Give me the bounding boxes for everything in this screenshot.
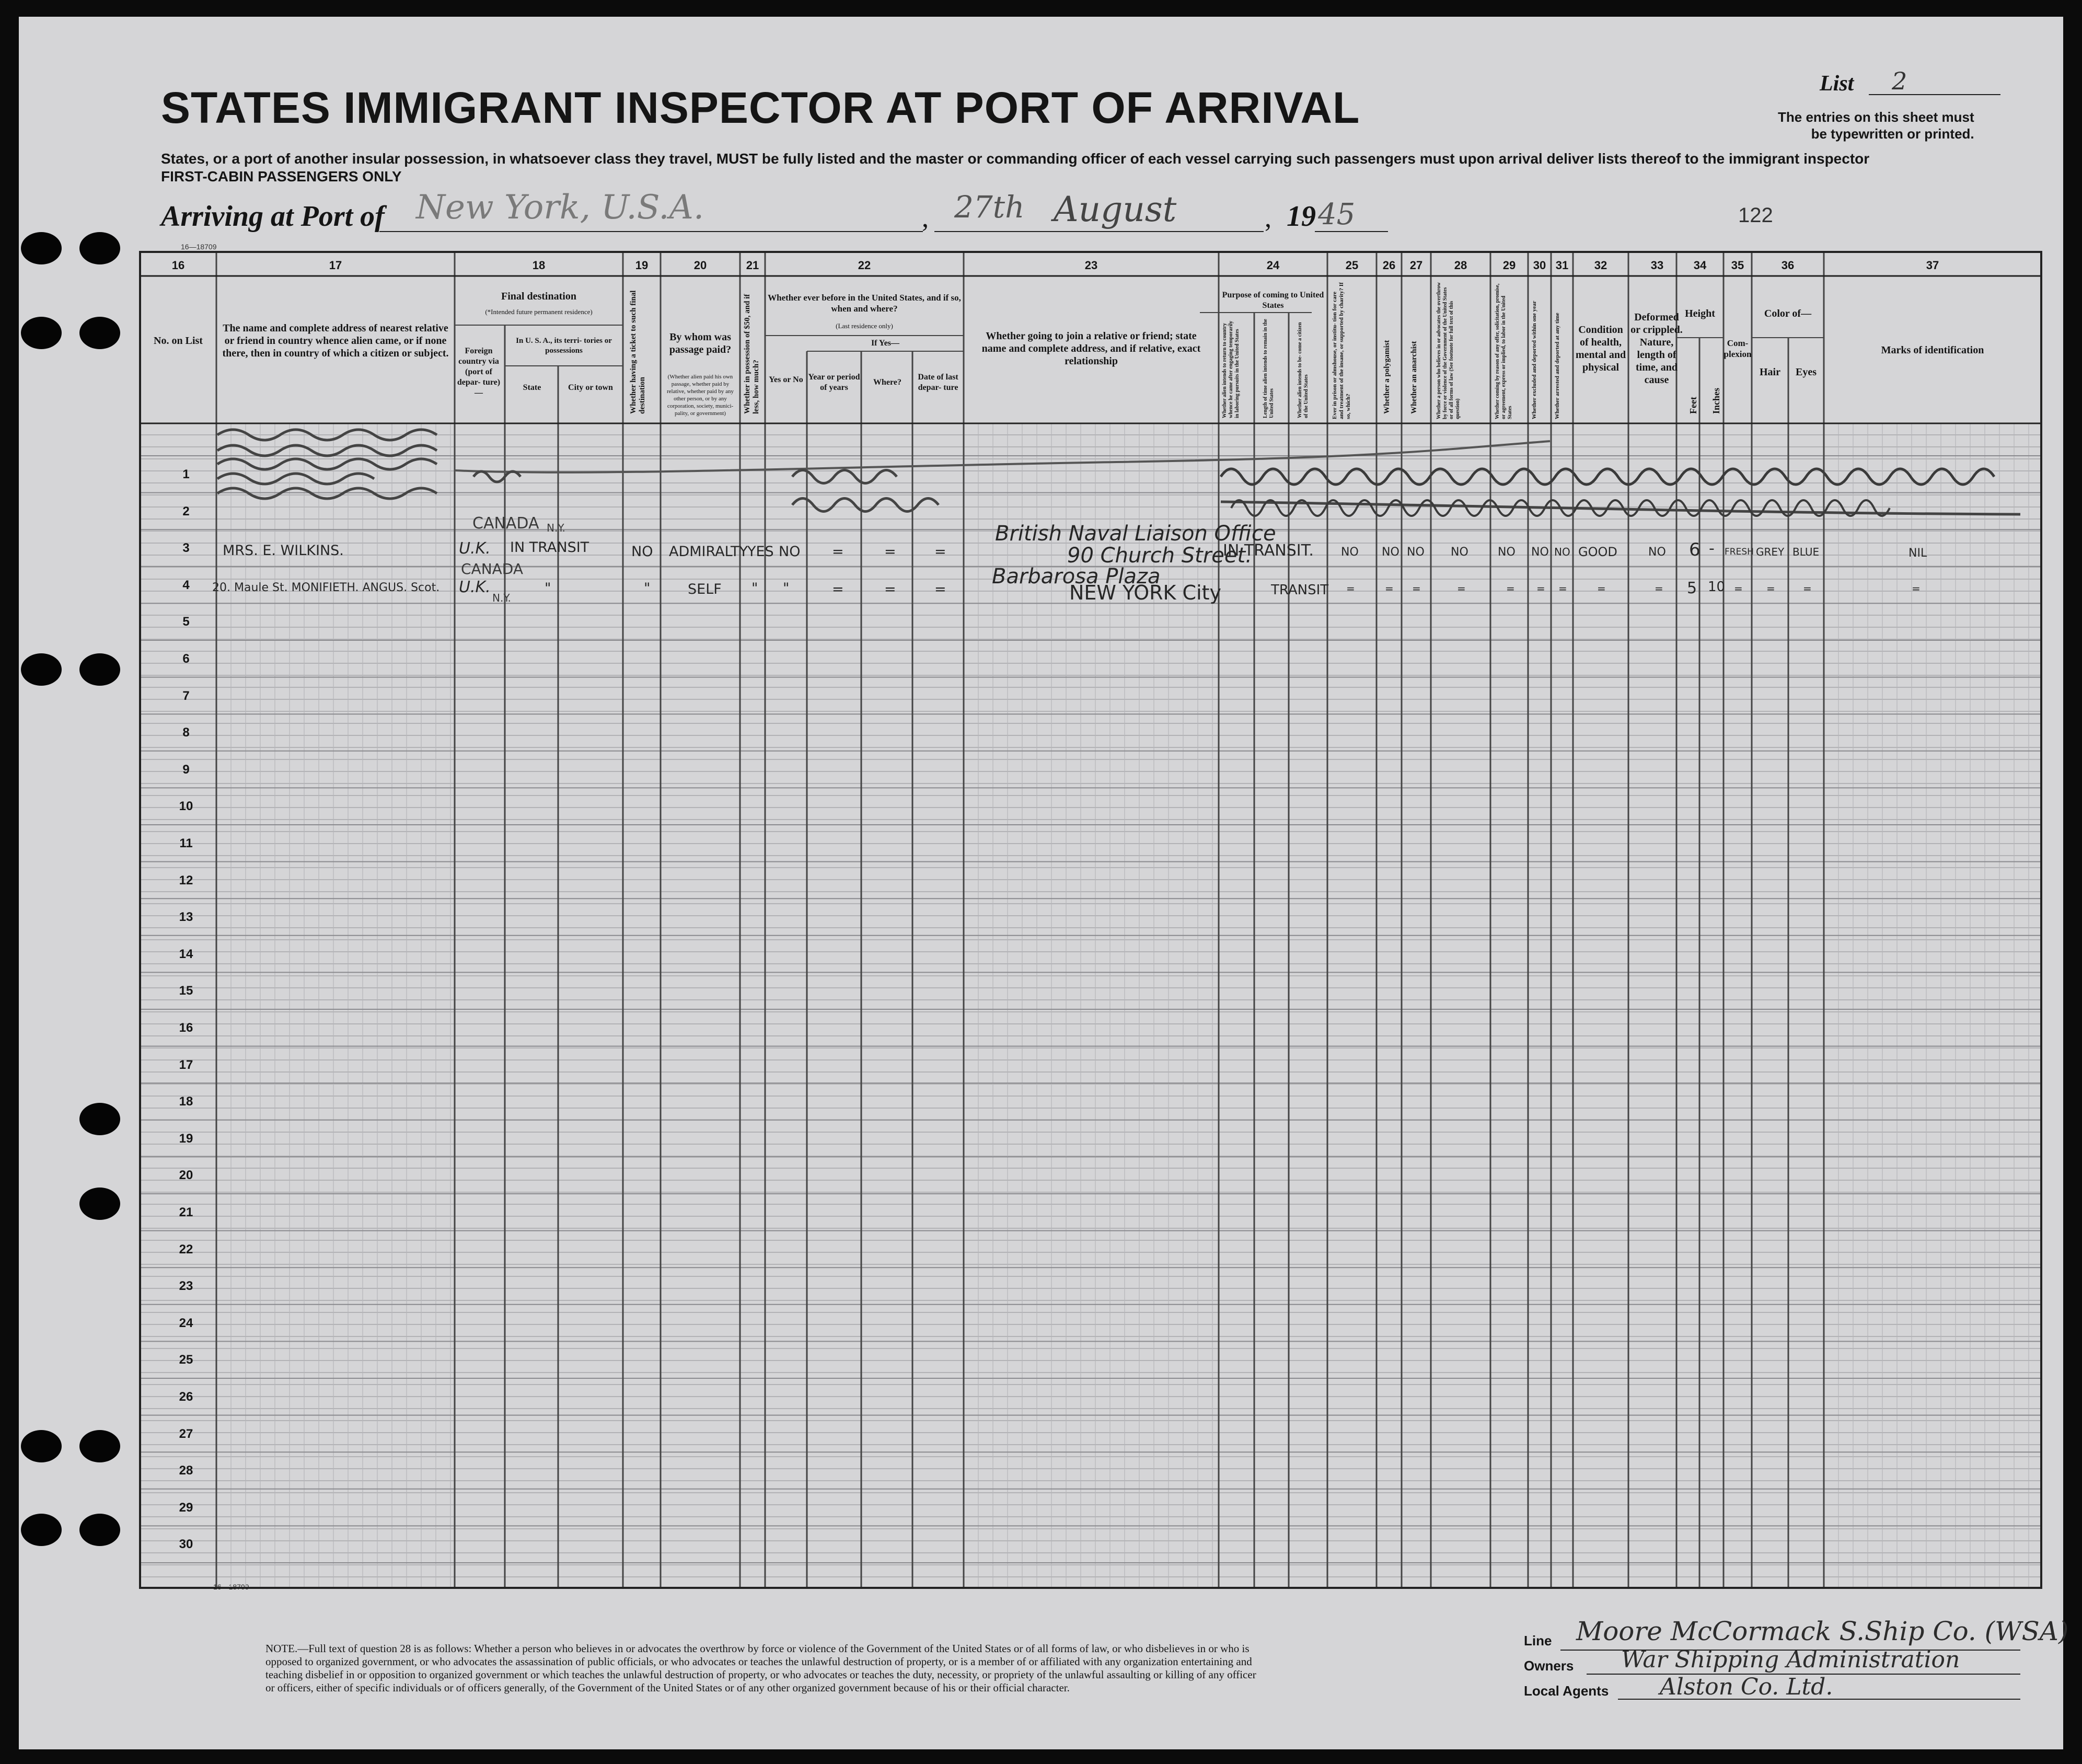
form-intro: States, or a port of another insular possession, in whatsoever class they travel, MUST be fully listed and the master or commanding officer of each vessel carrying such passengers must upon arrival deliver lists thereof to the immigrant inspector	[161, 151, 1870, 167]
row-number: 13	[179, 910, 193, 925]
col-num-36: 36	[1781, 259, 1795, 272]
line-value: Moore McCormack S.Ship Co. (WSA)	[1576, 1616, 2069, 1646]
question-28-note: NOTE.—Full text of question 28 is as follows: Whether a person who believes in or advocates the overthrow by force or violence of the Government of the United States or of all forms of law, or who disbelieves in or who is opposed to organized government, or who advocates the assassination of public officials, or who advocates or teaches the unlawful destruction of property, or is a member of or affiliated with any organization entertaining and teaching disbelief in or opposition to organized government or which teaches the unlawful destruction of property, or who advocates or teaches the duty, necessity, or propriety of the unlawful assaulting or killing of any officer or officers, either of specific individuals or of officers generally, of the Government of the United States or of any other organized government because of his or their official character.	[265, 1642, 1256, 1694]
row3-complexion: FRESH	[1725, 547, 1754, 557]
col-num-35: 35	[1731, 259, 1744, 272]
row-number: 4	[182, 578, 190, 592]
row3-q30: NO	[1531, 546, 1549, 559]
row-number: 30	[179, 1537, 193, 1552]
row3-year: =	[832, 544, 844, 560]
row-number: 2	[182, 504, 190, 518]
row3-q29: NO	[1498, 546, 1516, 559]
row4-anarchist: =	[1412, 582, 1421, 595]
col-num-29: 29	[1502, 259, 1516, 272]
agents-label: Local Agents	[1524, 1683, 1609, 1699]
col-num-27: 27	[1409, 259, 1423, 272]
header-color-of: Color of—	[1764, 308, 1812, 319]
row3-state: IN TRANSIT	[510, 539, 589, 556]
col-num-30: 30	[1533, 259, 1546, 272]
row3-eyes: BLUE	[1792, 546, 1820, 558]
manifest-sheet	[19, 17, 2069, 1749]
row3-q28: NO	[1451, 546, 1468, 559]
col-num-24: 24	[1266, 259, 1280, 272]
row4-joining: Barbarosa Plaza	[992, 564, 1161, 589]
row-number: 5	[182, 615, 190, 629]
row3-date: =	[934, 544, 946, 560]
arriving-label: Arriving at Port of	[161, 200, 385, 233]
margin-note-canada-2: CANADA	[461, 560, 524, 578]
comma: ,	[1265, 203, 1271, 233]
arrival-year-prefix: 19	[1287, 200, 1316, 233]
row3-joining-2: 90 Church Street.	[1067, 544, 1252, 568]
form-number-top: 16—18709	[181, 243, 217, 251]
header-purpose-c: Whether alien intends to be- come a citizen of the United States	[1297, 322, 1309, 418]
row-number: 12	[179, 873, 193, 887]
col-num-31: 31	[1555, 259, 1569, 272]
row3-hair: GREY	[1756, 546, 1785, 558]
row3-prison: NO	[1341, 546, 1359, 559]
row3-paid-by: ADMIRALTY	[669, 544, 748, 560]
row-number: 11	[179, 836, 193, 850]
header-deformed: Deformed or crippled. Nature, length of time, and cause	[1630, 312, 1683, 386]
header-nearest-relative: The name and complete address of nearest relative or friend in country whence alien came, or if none there, then in country of which a citizen or subject.	[222, 322, 449, 359]
row4-hair: =	[1766, 582, 1775, 595]
row-number: 16	[179, 1021, 193, 1035]
arrival-month: August	[1054, 189, 1177, 229]
row-number: 27	[179, 1426, 193, 1441]
col-num-20: 20	[693, 259, 707, 272]
col-num-33: 33	[1650, 259, 1664, 272]
header-q28: Whether a person who believes in or advocates the overthrow by force or violence of the Government of the United States or of all forms of law (See footnote for full text of this question)	[1436, 282, 1461, 419]
row-number: 26	[179, 1390, 193, 1404]
header-passage-paid: By whom was passage paid?	[669, 331, 732, 355]
col-num-17: 17	[329, 259, 342, 272]
row4-purpose: TRANSIT	[1271, 582, 1329, 598]
list-number: 2	[1892, 67, 1907, 95]
row4-q29: =	[1506, 582, 1515, 595]
arrival-year-suffix: 45	[1318, 198, 1356, 232]
header-q30: Whether excluded and deported within one year	[1531, 301, 1537, 419]
form-number-bottom: 16—18709	[213, 1583, 249, 1591]
row-number: 3	[182, 541, 190, 556]
header-anarchist: Whether an anarchist	[1410, 341, 1418, 414]
arrival-day: 27th	[954, 189, 1025, 225]
row-number: 22	[179, 1242, 193, 1256]
line-label: Line	[1524, 1633, 1552, 1648]
row-number: 19	[179, 1131, 193, 1146]
row4-eyes: =	[1803, 582, 1812, 595]
header-feet: Feet	[1688, 397, 1698, 414]
row4-joining-2: NEW YORK City	[1069, 581, 1222, 604]
header-last-departure: Date of last depar- ture	[918, 373, 958, 392]
row3-purpose: IN TRANSIT.	[1223, 541, 1314, 560]
col-num-16: 16	[171, 259, 185, 272]
header-health: Condition of health, mental and physical	[1575, 324, 1626, 373]
row-number: 6	[182, 652, 190, 666]
row4-year: =	[832, 581, 844, 597]
row-number: 10	[179, 799, 193, 814]
row3-joining: British Naval Liaison Office	[995, 522, 1276, 546]
header-prison: Ever in prison or almshouse, or institu- tion for care and treatment of the insane, or supported by charity? If so, which?	[1332, 282, 1351, 419]
header-purpose: Purpose of coming to United States	[1222, 291, 1324, 310]
row-number: 14	[179, 947, 193, 961]
row3-where: =	[884, 544, 896, 560]
header-passage-paid-sub: (Whether alien paid his own passage, whether paid by relative, whether paid by any other person, or by any corporation, society, munici- pality, or government)	[667, 374, 734, 417]
col-num-32: 32	[1594, 259, 1607, 272]
row4-q28: =	[1457, 582, 1466, 595]
header-purpose-a: Whether alien intends to return to country whence he came after engaging temporarily in laboring pursuits in the United States	[1222, 320, 1240, 418]
row4-ever-before: "	[783, 580, 790, 596]
row-number: 9	[182, 762, 190, 777]
port-of-arrival: New York, U.S.A.	[416, 188, 704, 227]
row4-foreign-country: U.K.	[459, 578, 491, 596]
header-eyes: Eyes	[1796, 366, 1817, 378]
header-fifty-dollars: Whether in possession of $50, and if less, how much?	[743, 294, 760, 414]
form-intro-class: FIRST-CABIN PASSENGERS ONLY	[161, 168, 402, 185]
row-number: 18	[179, 1094, 193, 1109]
row3-ticket: NO	[631, 544, 653, 560]
row4-q31: =	[1558, 582, 1567, 595]
row4-health: =	[1597, 582, 1606, 595]
row-number: 21	[179, 1205, 193, 1219]
header-where: Where?	[873, 378, 901, 387]
row4-paid-by: SELF	[688, 581, 722, 597]
margin-note-ny: N.Y.	[547, 522, 565, 534]
row3-relative: MRS. E. WILKINS.	[223, 543, 344, 559]
header-q31: Whether arrested and deported at any time	[1554, 313, 1560, 419]
header-hair: Hair	[1760, 366, 1780, 378]
header-ever-before: Whether ever before in the United States, and if so, when and where?	[768, 293, 961, 314]
row4-prison: =	[1346, 582, 1355, 595]
row-number: 25	[179, 1353, 193, 1367]
agents-underline	[1618, 1699, 2020, 1700]
row-number: 28	[179, 1463, 193, 1478]
row4-complexion: =	[1734, 582, 1743, 595]
row3-foreign-country: U.K.	[459, 539, 491, 558]
row3-money: YES	[747, 544, 774, 560]
manifest-grid	[19, 17, 2063, 1749]
col-num-34: 34	[1693, 259, 1707, 272]
col-num-18: 18	[532, 259, 546, 272]
row-number: 24	[179, 1316, 193, 1330]
row3-polygamist: NO	[1382, 546, 1399, 559]
row3-ever-before: NO	[779, 544, 801, 560]
row3-inches: -	[1709, 539, 1715, 558]
header-q29: Whether coming by reason of any offer, solicitation, promise, or agreement, express or implied, to labor in the United States	[1495, 283, 1513, 419]
row3-deformed: NO	[1648, 546, 1666, 559]
header-in-usa: In U. S. A., its terri- tories or possessions	[516, 337, 612, 355]
row4-deformed: =	[1655, 582, 1663, 595]
header-state: State	[523, 383, 541, 392]
row-number: 17	[179, 1057, 193, 1072]
col-num-19: 19	[635, 259, 649, 272]
agents-value: Alston Co. Ltd.	[1660, 1674, 1833, 1700]
row4-inches: 10	[1708, 579, 1726, 595]
row4-relative: 20. Maule St. MONIFIETH. ANGUS. Scot.	[212, 581, 440, 594]
row3-feet: 6	[1689, 539, 1701, 560]
header-height: Height	[1685, 308, 1715, 319]
row4-money: "	[751, 580, 758, 596]
entries-note-line2: be typewritten or printed.	[1811, 126, 1974, 142]
header-yes-no: Yes or No	[769, 375, 803, 384]
col-num-25: 25	[1345, 259, 1359, 272]
header-polygamist: Whether a polygamist	[1383, 340, 1391, 414]
row4-where: =	[884, 581, 896, 597]
entries-note-line1: The entries on this sheet must	[1778, 109, 1974, 125]
col-num-22: 22	[858, 259, 871, 272]
header-no-on-list: No. on List	[154, 335, 203, 347]
form-title: STATES IMMIGRANT INSPECTOR AT PORT OF ARRIVAL	[161, 83, 1360, 132]
row4-polygamist: =	[1385, 582, 1394, 595]
col-num-28: 28	[1454, 259, 1467, 272]
header-ever-before-sub: (Last residence only)	[836, 322, 893, 330]
row4-state: "	[545, 580, 551, 596]
header-complexion: Com- plexion	[1724, 338, 1752, 359]
row4-ticket: "	[644, 580, 651, 596]
list-label: List	[1820, 72, 1854, 96]
header-year: Year or period of years	[808, 373, 860, 392]
row-number: 15	[179, 984, 193, 998]
header-city: City or town	[568, 383, 613, 392]
header-final-destination-sub: (*Intended future permanent residence)	[485, 308, 593, 316]
header-if-yes: If Yes—	[871, 339, 900, 348]
row4-q30: =	[1536, 582, 1545, 595]
header-purpose-b: Length of time alien intends to remain in the United States	[1263, 319, 1275, 418]
header-inches: Inches	[1711, 387, 1721, 414]
row4-date: =	[934, 581, 946, 597]
header-final-destination: Final destination	[501, 291, 576, 302]
page-number: 122	[1738, 204, 1773, 227]
comma: ,	[922, 203, 929, 233]
row4-marks: =	[1912, 582, 1921, 595]
header-ticket: Whether having a ticket to such final destination	[629, 290, 646, 414]
header-marks: Marks of identification	[1881, 344, 1984, 356]
header-joining-relative: Whether going to join a relative or friend; state name and complete address, and if relative, exact relationship	[981, 330, 1201, 367]
col-num-23: 23	[1084, 259, 1098, 272]
col-num-37: 37	[1926, 259, 1939, 272]
owners-value: War Shipping Administration	[1621, 1646, 1960, 1673]
row4-feet: 5	[1687, 579, 1697, 597]
header-foreign-country: Foreign country via (port of depar- ture)—	[457, 347, 501, 397]
row3-marks: NIL	[1908, 547, 1927, 560]
row3-q31: NO	[1554, 546, 1570, 558]
row-number: 1	[182, 467, 190, 481]
row3-health: GOOD	[1578, 545, 1617, 559]
margin-note-ny-2: N.Y.	[492, 592, 511, 604]
col-num-21: 21	[746, 259, 759, 272]
row-number: 23	[179, 1279, 193, 1294]
margin-note-canada: CANADA	[472, 514, 539, 533]
row3-anarchist: NO	[1407, 546, 1425, 559]
row-number: 20	[179, 1168, 193, 1183]
row-number: 8	[182, 725, 190, 740]
col-num-26: 26	[1382, 259, 1396, 272]
owners-label: Owners	[1524, 1658, 1574, 1674]
row-number: 7	[182, 688, 190, 703]
row-number: 29	[179, 1500, 193, 1515]
